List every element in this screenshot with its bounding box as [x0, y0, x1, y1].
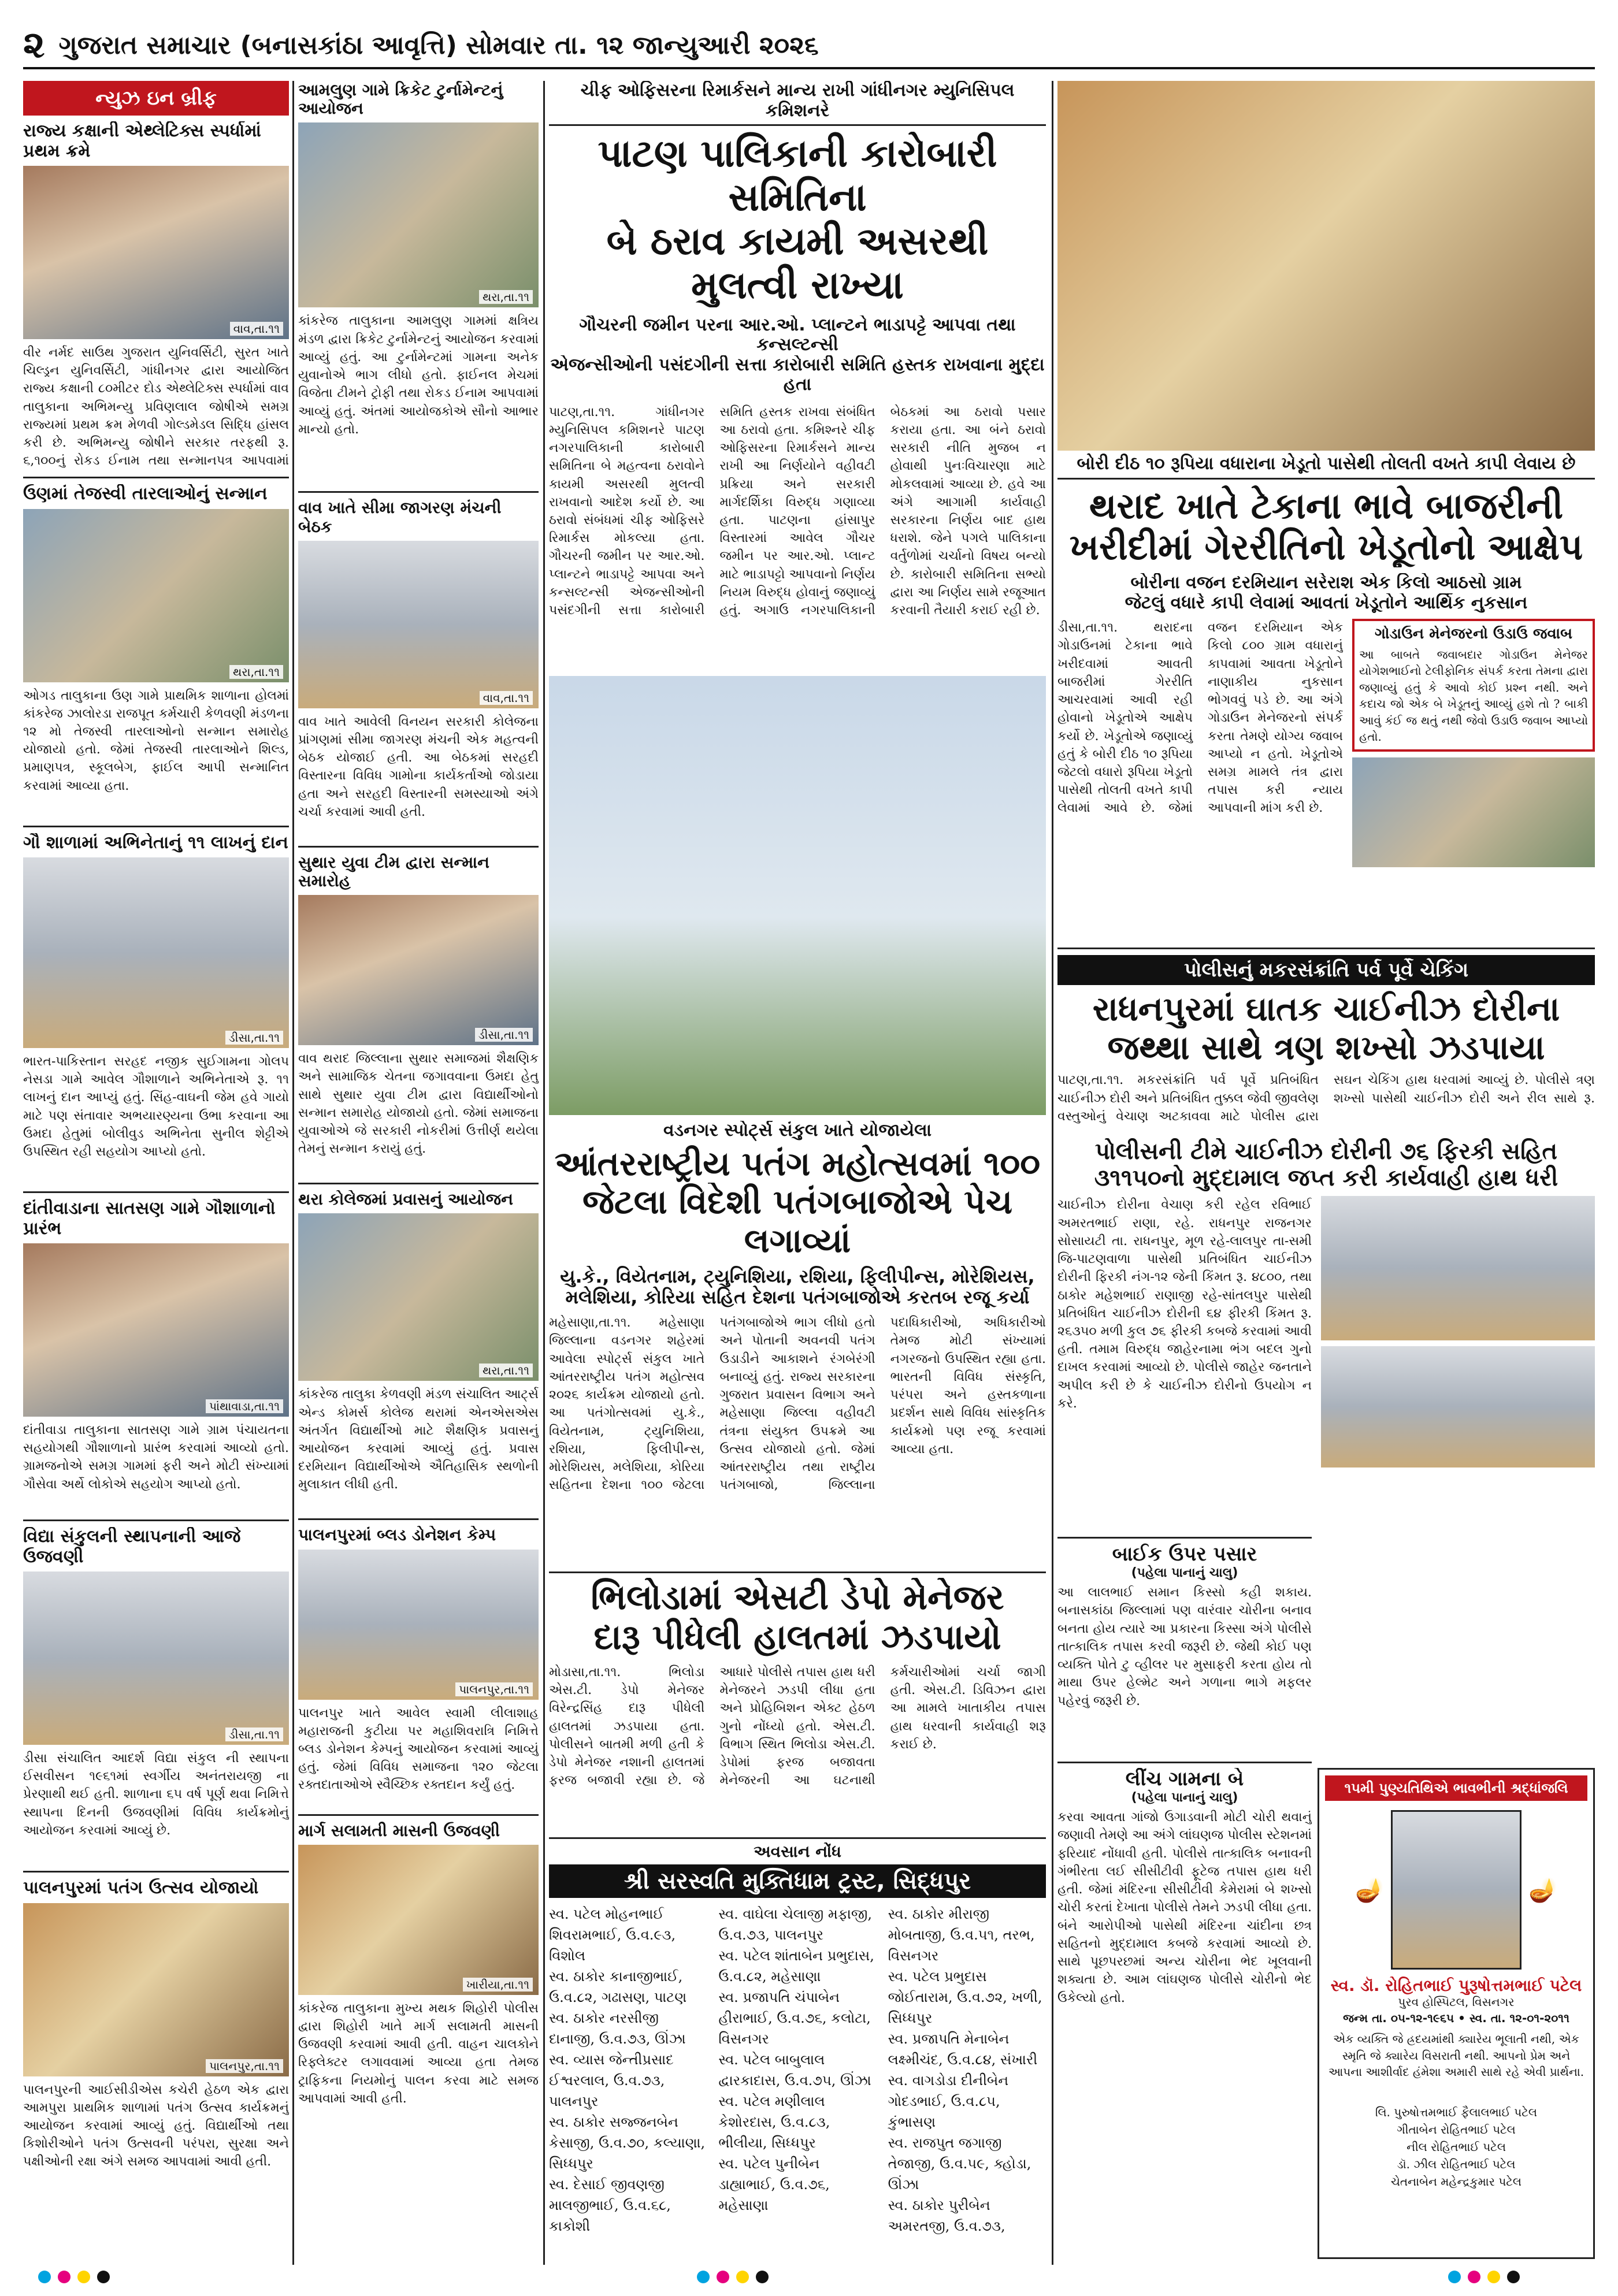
brief-body: ઓગડ તાલુકાના ઉણ ગામે પ્રાથમિક શાળાના હોલમાં કાંકરેજ ઝાલોરડા રાજપૂત કર્મચારી કેળવણી મંડળના ૧૨ મો તેજસ્વી તારલાઓનો સન્માન સમારોહ યોજાયો હતો. જેમાં તેજસ્વી તારલાઓને શિલ્ડ, પ્રમાણપત્ર, સ્કૂલબેગ, ફાઈલ આપી સન્માનિત કરવામાં આવ્યા હતા. [23, 688, 289, 793]
divider [23, 1519, 289, 1521]
divider [23, 1871, 289, 1873]
local-news-column [298, 81, 539, 2265]
news-body: કાંકરેજ તાલુકા કેળવણી મંડળ સંચાલિત આર્ટ્સ એન્ડ કોમર્સ કોલેજ થરામાં એનએસએસ અંતર્ગત વિદ્યાર્થીઓ માટે શૈક્ષણિક પ્રવાસનું આયોજન કરવામાં આવ્યું હતું. પ્રવાસ દરમિયાન વિદ્યાર્થીઓએ ઐતિહાસિક સ્થળોની મુલાકાત લીધી હતી. [298, 1387, 539, 1492]
tribute-place: પુરવ હોસ્પિટલ, વિસનગર [1398, 1995, 1515, 2009]
brief-body: ભારત-પાકિસ્તાન સરહદ નજીક સુઈગામના ગોલપ નેસડા ગામે આવેલ ગૌશાળાને અભિનેતાએ રૂ. ૧૧ લાખનું દાન આપ્યું હતું. સિંહ-વાઘની જેમ હવે ગાયો માટે પણ સંતાવાર અભયારણ્યના ઉભા કરવાના આ ઉમદા હેતુમાં બોલીવુડ અભિનેતા સુનીલ શેટ્ટીએ ઉપસ્થિત રહી સહયોગ આપ્યો હતો. [23, 1054, 289, 1160]
obit-entry: સ્વ. ઠાકોર પુરીબેન અમરતજી, ઉ.વ.૭૩, [888, 2197, 1005, 2235]
news-item [298, 1526, 539, 1808]
brief-item [23, 1878, 289, 2197]
obituary-section [549, 1837, 1046, 2259]
news-photo [23, 1903, 289, 2076]
divider [298, 846, 539, 848]
divider [23, 826, 289, 827]
obit-entry: સ્વ. પ્રજાપતિ મેનાબેન લક્ષ્મીચંદ, ઉ.વ.૮૪, સંખારી [888, 2031, 1038, 2068]
obit-label: અવસાન નોંધ [754, 1842, 841, 1861]
news-photo [298, 1213, 539, 1381]
divider [23, 477, 289, 478]
news-photo [298, 541, 539, 708]
bike-body: આ લાલભાઈ સમાન કિસ્સો કહી શકાય. બનાસકાંઠા જિલ્લામાં પણ વારંવાર ચોરીના બનાવ બનતા હોય ત્યારે આ પ્રકારના કિસ્સા અંગે પોલીસે તાત્કાલિક તપાસ કરવી જરૂરી છે. જેથી કોઈ પણ વ્યક્તિ પોતે ટુ વ્હીલર પર મુસાફરી કરતા હોય તો માથા ઉપર હેલ્મેટ અને ગળાના ભાગે મફલર પહેરવું જરૂરી છે. [1057, 1585, 1312, 1708]
obit-org: શ્રી સરસ્વતિ મુક્તિધામ ટ્રસ્ટ, સિદ્ધપુર [549, 1864, 1046, 1898]
divider [298, 1814, 539, 1816]
column-divider [1052, 81, 1053, 2265]
bike-continued: (પહેલા પાનાનું ચાલુ) [1131, 1566, 1238, 1581]
news-photo [23, 857, 289, 1048]
news-headline: આમલુણ ગામે ક્રિકેટ ટુર્નામેન્ટનું આયોજન [298, 81, 503, 118]
news-headline: વાવ ખાતે સીમા જાગરણ મંચની બેઠક [298, 499, 502, 536]
bhiloda-story [549, 1571, 1046, 1831]
registration-dot [77, 2271, 90, 2283]
tribute-advert [1318, 1768, 1595, 2259]
box-headline: ગોડાઉન મેનેજરનો ઉડાઉ જવાબ [1375, 626, 1572, 643]
obit-entry: સ્વ. પ્રજાપતિ ચંપાબેન હીરાભાઈ, ઉ.વ.૭૬, કલોટા, વિસનગર [718, 1989, 871, 2048]
registration-marks [35, 2271, 113, 2286]
news-photo [23, 1243, 289, 1417]
bike-headline: બાઈક ઉપર પસાર [1112, 1543, 1257, 1566]
obit-entry: સ્વ. દેસાઈ જીવણજી માલજીભાઈ, ઉ.વ.૬૮, કાકોશી [549, 2176, 671, 2235]
brief-body: પાલનપુરની આઈસીડીએસ કચેરી હેઠળ એક દ્વારા આમપુરા પ્રાથમિક શાળામાં પતંગ ઉત્સવ કાર્યક્રમનું આયોજન કરવામાં આવ્યું હતું. વિદ્યાર્થીઓ તથા કિશોરીઓને પતંગ ઉત્સવની પરંપરા, સુરક્ષા અને પક્ષીઓની રક્ષા અંગે સમજ આપવામાં આવી હતી. [23, 2082, 289, 2169]
bhiloda-body: મોડાસા,તા.૧૧. ભિલોડા એસ.ટી. ડેપો મેનેજર વિરેન્દ્રસિંહ દારૂ પીધેલી હાલતમાં ઝડપાયા હતા. પોલીસને બાતમી મળી હતી કે ડેપો મેનેજર નશાની હાલતમાં ફરજ બજાવી રહ્યા છે. જે આધારે પોલીસે તપાસ હાથ ધરી મેનેજરને ઝડપી લીધા હતા અને પ્રોહિબિશન એક્ટ હેઠળ ગુનો નોંધ્યો હતો. એસ.ટી. વિભાગ સ્થિત ભિલોડા એસ.ટી. ડેપોમાં ફરજ બજાવતા મેનેજરની આ ઘટનાથી કર્મચારીઓમાં ચર્ચા જાગી હતી. એસ.ટી. ડિવિઝન દ્વારા આ મામલે ખાતાકીય તપાસ હાથ ધરવાની કાર્યવાહી શરૂ કરાઈ છે. [549, 1665, 1046, 1788]
brief-body: ડીસા સંચાલિત આદર્શ વિદ્યા સંકુલ ની સ્થાપના ઈસવીસન ૧૯૬૧માં સ્વર્ગીય અનંતરાયજી ના પ્રેરણાથી થઈ હતી. શાળાના ૬૫ વર્ષ પૂર્ણ થવા નિમિત્તે સ્થાપના દિનની ઉજવણીમાં વિવિધ કાર્યક્રમોનું આયોજન કરવામાં આવ્યું છે. [23, 1751, 289, 1838]
bag-photo [1352, 757, 1595, 867]
registration-dot [736, 2271, 749, 2283]
registration-dot [97, 2271, 110, 2283]
lead-headline-line2: બે ઠરાવ કાયમી અસરથી મુલત્વી રાખ્યા [606, 219, 989, 307]
obit-entry: સ્વ. પટેલ શાંતાબેન પ્રભુદાસ, ઉ.વ.૮૨, મહેસાણા [718, 1948, 874, 1985]
photo-dateline: પાંથાવાડા,તા.૧૧ [206, 1399, 283, 1413]
lead-story-patan [549, 81, 1046, 670]
family-member: ડૉ. ઝીલ રોહિતભાઈ પટેલ [1397, 2157, 1516, 2172]
brief-body: વીર નર્મદ સાઉથ ગુજરાત યુનિવર્સિટી, સુરત ખાતે ચિલ્ડ્રન યુનિવર્સિટી, ગાંધીનગર દ્વારા આયોજિત રાજ્ય કક્ષાની ૮૦મીટર દોડ એથ્લેટિક્સ સ્પર્ધામાં વાવ તાલુકાના અભિમન્યુ પ્રવિણલાલ જોષીએ સમગ્ર રાજ્યમાં પ્રથમ ક્રમ મેળવી ગોલ્ડમેડલ સિદ્ધિ હાંસલ કરી છે. અભિમન્યુ જોષીને સરકાર તરફથી રૂ. ૬,૧૦૦નું રોકડ ઈનામ તથા સન્માનપત્ર આપવામાં [23, 345, 289, 469]
lamp-icon: 🪔 [1355, 1877, 1384, 1904]
lead-kicker: ચીફ ઓફિસરના રિમાર્કસને માન્ય રાખી ગાંધીનગર મ્યુનિસિપલ કમિશનરે [549, 81, 1046, 126]
brief-label: ન્યુઝ ઇન બ્રીફ [23, 81, 289, 116]
photo-dateline: ડીસા,તા.૧૧ [225, 1031, 283, 1045]
obit-entry: સ્વ. પટેલ મોહનભાઈ શિવરામભાઈ, ઉ.વ.૯૩, વિશોલ [549, 1906, 676, 1964]
portrait-photo [1391, 1810, 1521, 1970]
godown-photo [1057, 81, 1595, 451]
radhanpur-body-2: ચાઈનીઝ દોરીના વેચાણ કરી રહેલ રવિભાઈ અમરતભાઈ રાણા, રહે. રાધનપુર રાજનગર સોસાયટી તા. રાધનપુર, મૂળ રહે-લાલપુર તા-સમી જિ-પાટણવાળા પાસેથી પ્રતિબંધિત ચાઈનીઝ દોરીની ફિરકી નંગ-૧૨ જેની કિંમત રૂ. ૪૮૦૦, તથા ઠાકોર મહેશભાઈ રાણાજી રહે-સાંતલપુર પાસેથી પ્રતિબંધિત ચાઈનીઝ દોરીની ૬૪ ફીરકી કિંમત રૂ. ૨૬૩૫૦ મળી કુલ ૭૬ ફીરકી કબજે કરવામાં આવી હતી. તમામ વિરુદ્ધ જાહેરનામા ભંગ બદલ ગુનો દાખલ કરવામાં આવ્યો છે. પોલીસે જાહેર જનતાને અપીલ કરી છે કે ચાઈનીઝ દોરીનો ઉપયોગ ન કરે. [1057, 1198, 1312, 1411]
obit-entry: સ્વ. ઠાકોર મીરાજી મોબતાજી, ઉ.વ.૫૧, તરભ, વિસનગર [888, 1906, 1035, 1964]
limch-body: કરવા આવતા ગાંજો ઉગાડવાની મોટી ચોરી થવાનું જણાવી તેમણે આ અંગે લાંઘણજ પોલીસ સ્ટેશનમાં ફરિયાદ નોંધાવી હતી. પોલીસે તાત્કાલિક બનાવની ગંભીરતા લઈ સીસીટીવી ફૂટેજ તપાસ હાથ ધરી હતી. જેમાં મંદિરના સીસીટીવી કેમેરામાં બે શખ્સો ચોરી કરતાં દેખાતા પોલીસે તેમને ઝડપી લીધા હતા. બંને આરોપીઓ પાસેથી મંદિરના ચાંદીના છત્ર સહિતનો મુદ્દામાલ કબજે કરવામાં આવ્યો છે. સાથે પૂછપરછમાં અન્ય ચોરીના ભેદ ખૂલવાની શક્યતા છે. આમ લાંઘણજ પોલીસે ચોરીનો ભેદ ઉકેલ્યો હતો. [1057, 1810, 1312, 2005]
kite-subhead: યુ.કે., વિયેતનામ, ટ્યુનિશિયા, રશિયા, ફિલીપીન્સ, મોરેશિયસ, મલેશિયા, કોરિયા સહિત દેશના પતંગબાજોએ કરતબ રજૂ કર્યા [560, 1265, 1035, 1309]
photo-dateline: થરા,તા.૧૧ [229, 665, 283, 679]
limch-continued: (પહેલા પાનાનું ચાલુ) [1131, 1790, 1238, 1805]
divider [298, 491, 539, 493]
news-headline: માર્ગ સલામતી માસની ઉજવણી [298, 1821, 500, 1840]
obit-entry: સ્વ. ઠાકોર નરસીજી દાનાજી, ઉ.વ.૭૩, ઊંઝા [549, 2010, 686, 2048]
radhanpur-kicker: પોલીસનું મકરસંક્રાંતિ પર્વ પૂર્વે ચેકિંગ [1057, 955, 1595, 985]
continued-stories [1057, 1537, 1312, 2259]
kite-headline-line1: આંતરરાષ્ટ્રીય પતંગ મહોત્સવમાં ૧૦૦ [554, 1144, 1041, 1183]
family-member: ગીતાબેન રોહિતભાઈ પટેલ [1397, 2123, 1516, 2137]
edition-line: (બનાસકાંઠા આવૃત્તિ) સોમવાર તા. ૧૨ જાન્યુઆરી ૨૦૨૬ [240, 30, 819, 60]
photo-dateline: પાલનપુર,તા.૧૧ [455, 1682, 533, 1696]
registration-dot [1487, 2271, 1500, 2283]
bajri-body: ડીસા,તા.૧૧. થરાદના ગોડાઉનમાં ટેકાના ભાવે ખરીદવામાં આવતી બાજરીમાં ગેરરીતિ આચરવામાં આવી રહી હોવાનો ખેડૂતોએ આક્ષેપ કર્યો છે. ખેડૂતોએ જણાવ્યું હતું કે બોરી દીઠ ૧૦ રૂપિયા જેટલો વધારો રૂપિયા ખેડૂતો પાસેથી તોલતી વખતે કાપી લેવામાં આવે છે. જેમાં વજન દરમિયાન એક કિલો ૮૦૦ ગ્રામ વધારાનું કાપવામાં આવતા ખેડૂતોને નાણાકીય નુકસાન ભોગવવું પડે છે. આ અંગે ગોડાઉન મેનેજરનો સંપર્ક કરતા તેમણે યોગ્ય જવાબ આપ્યો ન હતો. ખેડૂતોએ સમગ્ર મામલે તંત્ર દ્વારા તપાસ કરી ન્યાય આપવાની માંગ કરી છે. [1057, 621, 1343, 816]
brief-item [23, 833, 289, 1186]
photo-dateline: વાવ,તા.૧૧ [480, 691, 533, 705]
registration-dot [38, 2271, 51, 2283]
registration-dot [756, 2271, 769, 2283]
news-item [298, 1822, 539, 2115]
news-photo [298, 895, 539, 1045]
news-headline: સુથાર યુવા ટીમ દ્વારા સન્માન સમારોહ [298, 853, 489, 890]
news-body: કાંકરેજ તાલુકાના મુખ્ય મથક શિહોરી પોલીસ દ્વારા શિહોરી ખાતે માર્ગ સલામતી માસની ઉજવણી કરવામાં આવી હતી. વાહન ચાલકોને રિફ્લેક્ટર લગાવવામાં આવ્યા હતા તેમજ ટ્રાફિકના નિયમોનું પાલન કરવા માટે સમજ આપવામાં આવી હતી. [298, 2001, 539, 2106]
photo-dateline: પાલનપુર,તા.૧૧ [206, 2059, 283, 2073]
brief-body: દાંતીવાડા તાલુકાના સાતસણ ગામે ગ્રામ પંચાયતના સહયોગથી ગૌશાળાનો પ્રારંભ કરવામાં આવ્યો હતો. ગ્રામજનોએ સમગ્ર ગામમાં ફરી અને મોટી સંખ્યામાં ગૌસેવા અર્થે લોકોએ સહયોગ આપ્યો હતો. [23, 1423, 289, 1492]
registration-dot [58, 2271, 70, 2283]
lead-subhead-2: એજન્સીઓની પસંદગીની સત્તા કારોબારી સમિતિ હસ્તક રાખવાના મુદ્દા હતા [550, 355, 1045, 395]
family-member: લિ. પુરુષોત્તમભાઈ ફૈલાલભાઈ પટેલ [1375, 2105, 1538, 2120]
radhanpur-subhead-1: પોલીસની ટીમે ચાઈનીઝ દોરીની ૭૬ ફિરકી સહિત [1094, 1138, 1558, 1165]
page-number: ૨ [23, 24, 45, 66]
divider [23, 1191, 289, 1193]
photo-dateline: ડીસા,તા.૧૧ [475, 1028, 533, 1042]
registration-marks [693, 2271, 772, 2286]
radhanpur-subhead-2: ૩૧૧૫૦નો મુદ્દામાલ જપ્ત કરી કાર્યવાહી હાથ ધરી [1094, 1165, 1558, 1192]
obit-entry: સ્વ. વાગડોડા દીનીબેન ગોદડભાઈ, ઉ.વ.૮૫, કુંભાસણ [888, 2072, 1009, 2131]
manager-reply-box [1352, 619, 1595, 752]
page-header [23, 23, 1595, 69]
registration-dot [1448, 2271, 1461, 2283]
brief-headline: દાંતીવાડાના સાતસણ ગામે ગૌશાળાનો પ્રારંભ [23, 1199, 276, 1239]
bajri-headline-line2: ખરીદીમાં ગેરરીતિનો ખેડૂતોનો આક્ષેપ [1069, 526, 1583, 568]
brief-headline: ગૌ શાળામાં અભિનેતાનું ૧૧ લાખનું દાન [23, 833, 288, 853]
divider [298, 1183, 539, 1184]
photo-dateline: ડીસા,તા.૧૧ [225, 1727, 283, 1741]
news-photo [23, 1571, 289, 1745]
lead-body: પાટણ,તા.૧૧. ગાંધીનગર મ્યુનિસિપલ કમિશનરે પાટણ નગરપાલિકાની કારોબારી સમિતિના બે મહત્વના ઠરાવોને કાયમી અસરથી મુલત્વી રાખવાનો આદેશ કર્યો છે. આ ઠરાવો સંબંધમાં ચીફ ઓફિસરે રિમાર્કસ મોકલ્યા હતા. ગૌચરની જમીન પર આર.ઓ. પ્લાન્ટને ભાડાપટ્ટે આપવા અને કન્સલ્ટન્સી એજન્સીઓની પસંદગીની સત્તા કારોબારી સમિતિ હસ્તક રાખવા સંબંધિત આ ઠરાવો હતા. કમિશ્નરે ચીફ ઓફિસરના રિમાર્કસને માન્ય રાખી આ નિર્ણયોને વહીવટી પ્રક્રિયા અને સરકારી માર્ગદર્શિકા વિરુદ્ધ ગણાવ્યા હતા. પાટણના હાંસાપુર વિસ્તારમાં આવેલ ગૌચર જમીન પર આર.ઓ. પ્લાન્ટ માટે ભાડાપટ્ટો આપવાનો નિર્ણય નિયમ વિરુદ્ધ હોવાનું જણાવ્યું હતું. અગાઉ નગરપાલિકાની બેઠકમાં આ ઠરાવો પસાર કરાયા હતા. આ બંને ઠરાવો સરકારી નીતિ મુજબ ન હોવાથી પુનઃવિચારણા માટે મોકલવામાં આવ્યા છે. હવે આ અંગે આગામી કાર્યવાહી સરકારના નિર્ણય બાદ હાથ ધરાશે. જેને પગલે પાલિકાના વર્તુળોમાં ચર્ચાનો વિષય બન્યો છે. કારોબારી સમિતિના સભ્યો દ્વારા આ નિર્ણય સામે રજૂઆત કરવાની તૈયારી કરાઈ રહી છે. [549, 404, 1046, 618]
news-photo [298, 1845, 539, 1995]
radhanpur-headline-line2: જથ્થા સાથે ત્રણ શખ્સો ઝડપાયા [1107, 1028, 1545, 1067]
brief-headline: ઉણમાં તેજસ્વી તારલાઓનું સન્માન [23, 484, 268, 504]
family-member: નીલ રોહિતભાઈ પટેલ [1407, 2140, 1506, 2154]
photo-dateline: થરા,તા.૧૧ [479, 290, 533, 304]
photo-dateline: વાવ,તા.૧૧ [230, 322, 283, 336]
brief-item [23, 484, 289, 820]
obit-entry: સ્વ. રાજપુત જગાજી તેજાજી, ઉ.વ.૫૯, ક્હોડા, ઊંઝા [888, 2135, 1031, 2193]
obit-entry: સ્વ. પટેલ પુનીબેન ડાહ્યાભાઈ, ઉ.વ.૭૬, મહેસાણા [718, 2156, 830, 2214]
kite-kicker: વડનગર સ્પોર્ટ્સ સંકુલ ખાતે યોજાયેલા [663, 1121, 932, 1140]
seized-spools-photo [1321, 1196, 1595, 1340]
bajri-story [1057, 81, 1595, 942]
news-headline: પાલનપુરમાં બ્લડ ડોનેશન કેમ્પ [298, 1526, 496, 1545]
news-in-brief-column [23, 81, 289, 2265]
obit-entry: સ્વ. વ્યાસ જેન્તીપ્રસાદ ઈશ્વરલાલ, ઉ.વ.૭૩, પાલનપુર [549, 2052, 674, 2110]
brief-item [23, 1527, 289, 1865]
tribute-name: સ્વ. ડૉ. રોહિતભાઈ પુરૂષોત્તમભાઈ પટેલ [1330, 1977, 1582, 1995]
column-divider [543, 81, 545, 2265]
news-headline: થરા કોલેજમાં પ્રવાસનું આયોજન [298, 1190, 514, 1209]
news-body: પાલનપુર ખાતે આવેલ સ્વામી લીલાશાહ મહારાજની કુટીયા પર મહાશિવરાત્રિ નિમિત્તે બ્લડ ડોનેશન કેમ્પનું આયોજન કરવામાં આવ્યું હતું. જેમાં વિવિધ સમાજના ૧૨૦ જેટલા રક્તદાતાઓએ સ્વૈચ્છિક રક્તદાન કર્યું હતું. [298, 1706, 539, 1793]
registration-marks [1445, 2271, 1523, 2286]
news-photo [298, 122, 539, 307]
seized-spools-photo [1321, 1346, 1595, 1467]
news-photo [23, 166, 289, 339]
obit-entry: સ્વ. પટેલ પ્રભુદાસ જોઈતારામ, ઉ.વ.૭૨, ખળી, સિધ્ધપુર [888, 1968, 1042, 2027]
brief-headline: પાલનપુરમાં પતંગ ઉત્સવ યોજાયો [23, 1878, 259, 1898]
registration-dot [1468, 2271, 1480, 2283]
lead-subhead-1: ગૌચરની જમીન પરના આર.ઓ. પ્લાન્ટને ભાડાપટ્ટે આપવા તથા કન્સલ્ટન્સી [579, 315, 1016, 355]
bajri-subhead-2: જેટલું વધારે કાપી લેવામાં આવતાં ખેડૂતોને આર્થિક નુકસાન [1125, 593, 1528, 613]
masthead: ગુજરાત સમાચાર [58, 30, 231, 60]
obit-entry: સ્વ. વાઘેલા ચેલાજી મફાજી, ઉ.વ.૭૩, પાલનપુર [718, 1906, 872, 1944]
news-item [298, 853, 539, 1177]
brief-item [23, 1199, 289, 1514]
limch-headline: લીંચ ગામના બે [1125, 1768, 1244, 1791]
news-item [298, 499, 539, 839]
brief-item [23, 121, 289, 471]
obit-list [549, 1904, 1046, 2256]
bhiloda-headline-line2: દારૂ પીધેલી હાલતમાં ઝડપાયો [593, 1618, 1001, 1658]
box-body: આ બાબતે જવાબદાર ગોડાઉન મેનેજર યોગેશભાઈનો ટેલીફોનિક સંપર્ક કરતા તેમના દ્વારા જણાવ્યું હતું કે આવો કોઈ પ્રશ્ન નથી. અને કદાચ જો એક બે ખેડૂતનું આવ્યું હશે તો ? બાકી આવું કંઈ જ થતું નથી જેવો ઉડાઉ જવાબ આપ્યો હતો. [1359, 647, 1588, 744]
tribute-headline: ૧૫મી પુણ્યતિથિએ ભાવભીની શ્રદ્ધાંજલિ [1325, 1775, 1587, 1801]
bajri-subhead-1: બોરીના વજન દરમિયાન સરેરાશ એક કિલો આઠસો ગ્રામ [1130, 573, 1522, 593]
news-photo [298, 1550, 539, 1700]
kite-festival-story [549, 676, 1046, 1566]
brief-headline: વિદ્યા સંકુલની સ્થાપનાની આજે ઉજવણી [23, 1527, 241, 1567]
column-divider [292, 81, 294, 2265]
family-member: ચેતનાબેન મહેન્દ્રકુમાર પટેલ [1390, 2175, 1522, 2189]
brief-headline: રાજ્ય કક્ષાની એથ્લેટિક્સ સ્પર્ધામાં પ્રથમ ક્રમે [23, 121, 261, 161]
kite-headline-line2: જેટલા વિદેશી પતંગબાજોએ પેચ લગાવ્યાં [582, 1183, 1013, 1260]
radhanpur-body: પાટણ,તા.૧૧. મકરસંક્રાંતિ પર્વ પૂર્વે પ્રતિબંધિત ચાઈનીઝ દોરી અને પ્રતિબંધિત તુક્કલ જેવી જીવલેણ વસ્તુઓનું વેચાણ અટકાવવા માટે પોલીસ દ્વારા સઘન ચેકિંગ હાથ ધરવામાં આવ્યું છે. પોલીસે ત્રણ શખ્સો પાસેથી ચાઈનીઝ દોરી અને રીલ સાથે રૂ. [1057, 1073, 1595, 1124]
radhanpur-story [1057, 948, 1595, 1531]
news-body: કાંકરેજ તાલુકાના આમલુણ ગામમાં ક્ષત્રિય મંડળ દ્વારા ક્રિકેટ ટુર્નામેન્ટનું આયોજન કરવામાં આવ્યું હતું. આ ટુર્નામેન્ટમાં ગામના અનેક યુવાનોએ ભાગ લીધો હતો. ફાઈનલ મેચમાં વિજેતા ટીમને ટ્રોફી તથા રોકડ ઈનામ આપવામાં આવ્યું હતું. અંતમાં આયોજકોએ સૌનો આભાર માન્યો હતો. [298, 314, 539, 437]
bajri-headline-line1: થરાદ ખાતે ટેકાના ભાવે બાજરીની [1089, 485, 1564, 526]
registration-dot [697, 2271, 710, 2283]
registration-dot [717, 2271, 729, 2283]
divider [1057, 1762, 1312, 1763]
lamp-icon: 🪔 [1528, 1877, 1557, 1904]
divider [298, 1518, 539, 1520]
photo-dateline: થરા,તા.૧૧ [479, 1364, 533, 1377]
registration-dot [1507, 2271, 1520, 2283]
obit-entry: સ્વ. પટેલ મણીલાલ કેશોરદાસ, ઉ.વ.૮૩, ભીલીયા, સિધ્ધપુર [718, 2093, 830, 2152]
photo-dateline: ખારીયા,તા.૧૧ [463, 1978, 533, 1992]
obit-entry: સ્વ. ઠાકોર સજ્જનબેન કેસાજી, ઉ.વ.૭૦, કલ્યાણા, સિધ્ધપુર [549, 2114, 706, 2172]
news-photo [23, 509, 289, 682]
bhiloda-headline-line1: ભિલોડામાં એસટી ડેપો મેનેજર [591, 1578, 1004, 1618]
kite-body: મહેસાણા,તા.૧૧. મહેસાણા જિલ્લાના વડનગર શહેરમાં આવેલા સ્પોર્ટ્સ સંકુલ ખાતે આંતરરાષ્ટ્રીય પતંગ મહોત્સવ ૨૦૨૬ કાર્યક્રમ યોજાયો હતો. આ પતંગોત્સવમાં યુ.કે., વિયેતનામ, ટ્યુનિશિયા, રશિયા, ફિલીપીન્સ, મોરેશિયસ, મલેશિયા, કોરિયા સહિતના દેશના ૧૦૦ જેટલા પતંગબાજોએ ભાગ લીધો હતો અને પોતાની અવનવી પતંગ ઉડાડીને આકાશને રંગબેરંગી બનાવ્યું હતું. રાજ્ય સરકારના ગુજરાત પ્રવાસન વિભાગ અને મહેસાણા જિલ્લા વહીવટી તંત્રના સંયુક્ત ઉપક્રમે આ ઉત્સવ યોજાયો હતો. જેમાં આંતરરાષ્ટ્રીય તથા રાષ્ટ્રીય પતંગબાજો, જિલ્લાના પદાધિકારીઓ, અધિકારીઓ તેમજ મોટી સંખ્યામાં નગરજનો ઉપસ્થિત રહ્યા હતા. ભારતની વિવિધ સંસ્કૃતિ, પરંપરા અને હસ્તકળાના પ્રદર્શન સાથે વિવિધ સાંસ્કૃતિક કાર્યક્રમો પણ રજૂ કરવામાં આવ્યા હતા. [549, 1316, 1046, 1493]
tribute-family [1325, 2104, 1587, 2190]
news-body: વાવ થરાદ જિલ્લાના સુથાર સમાજમાં શૈક્ષણિક અને સામાજિક ચેતના જગાવવાના ઉમદા હેતુ સાથે સુથાર યુવા ટીમ દ્વારા વિદ્યાર્થીઓનો સન્માન સમારોહ યોજાયો હતો. જેમાં સમાજના યુવાઓએ જે સરકારી નોકરીમાં ઉત્તીર્ણ થયેલા તેમનું સન્માન કરાયું હતું. [298, 1052, 539, 1157]
lead-headline-line1: પાટણ પાલિકાની કારોબારી સમિતિના [598, 132, 997, 220]
kite-photo [549, 676, 1046, 1115]
news-body: વાવ ખાતે આવેલી વિનયન સરકારી કોલેજના પ્રાંગણમાં સીમા જાગરણ મંચની એક મહત્વની બેઠક યોજાઈ હતી. આ બેઠકમાં સરહદી વિસ્તારના વિવિધ ગામોના કાર્યકર્તાઓ જોડાયા હતા અને સરહદી વિસ્તારની સમસ્યાઓ અંગે ચર્ચા કરવામાં આવી હતી. [298, 714, 539, 819]
obit-entry: સ્વ. પટેલ બાબુલાલ દ્વારકાદાસ, ઉ.વ.૭૫, ઊંઝા [718, 2052, 871, 2089]
news-item [298, 81, 539, 485]
tribute-verse: એક વ્યક્તિ જે હ્રદયમાંથી ક્યારેય ભૂલાતી નથી, એક સ્મૃતિ જે ક્યારેય વિસરાતી નથી. આપનો પ્રેમ અને આપના આશીર્વાદ હંમેશા અમારી સાથે રહે એવી પ્રાર્થના. [1328, 2032, 1584, 2079]
tribute-dates: જન્મ તા. ૦૫-૧૨-૧૯૬૫ • સ્વ. તા. ૧૨-૦૧-૨૦૧૧ [1343, 2011, 1569, 2026]
news-item [298, 1190, 539, 1513]
obit-entry: સ્વ. ઠાકોર કાનાજીભાઈ, ઉ.વ.૮૨, ગઢાસણ, પાટણ [549, 1968, 687, 2006]
radhanpur-headline-line1: રાધનપુરમાં ઘાતક ચાઈનીઝ દોરીના [1092, 990, 1560, 1028]
photo-caption: બોરી દીઠ ૧૦ રૂપિયા વધારાના ખેડૂતો પાસેથી તોલતી વખતે કાપી લેવાય છે [1057, 451, 1595, 480]
